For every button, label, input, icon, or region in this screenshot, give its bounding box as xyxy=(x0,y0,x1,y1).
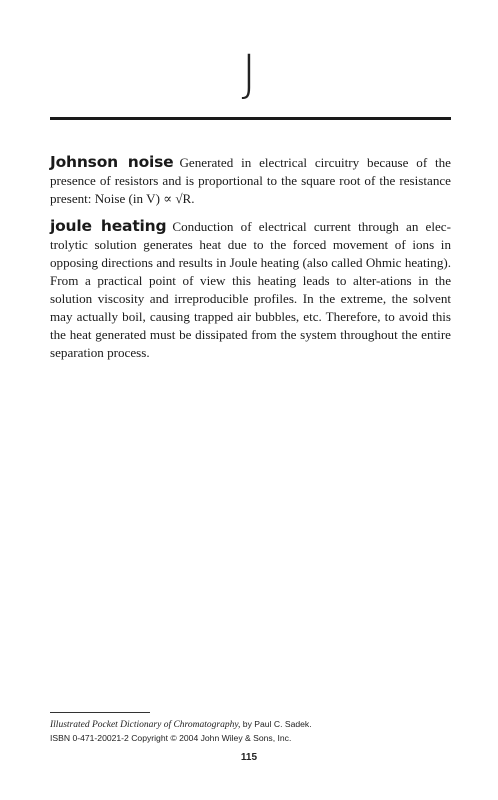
entry-term: Johnson noise xyxy=(50,153,174,171)
footnote-divider xyxy=(50,712,150,713)
entry-definition: Conduction of electrical current through an elec-trolytic solution generates heat due to the forced movement of ions in opposing directions and results in Joule heating (also called Ohmic heating). From a practical point of view this heating leads to alter-ations in the solution viscosity and irreproducible profiles. In the extreme, the solvent may actually boil, causing trapped air bubbles, etc. Therefore, to avoid this the heat generated must be dissipated from the system throughout the entire separation process. xyxy=(50,219,451,360)
book-author: by Paul C. Sadek. xyxy=(240,719,312,729)
dictionary-entry-joule-heating xyxy=(50,217,451,362)
entry-term: joule heating xyxy=(50,217,167,235)
page-number: 115 xyxy=(240,752,258,763)
chapter-heading-letter: J xyxy=(241,44,257,102)
entry-definition: Generated in electrical circuitry because of the presence of resistors and is proportional to the square root of the resistance present: Noise (in V) ∝ √R. xyxy=(50,155,451,206)
book-title: Illustrated Pocket Dictionary of Chromatography, xyxy=(50,720,241,730)
chapter-divider-rule xyxy=(50,117,451,120)
isbn-copyright-line: ISBN 0-471-20021-2 Copyright © 2004 John Wiley & Sons, Inc. xyxy=(50,733,292,743)
citation-line xyxy=(50,718,312,732)
dictionary-entries xyxy=(50,153,451,371)
copyright-footnote xyxy=(50,718,312,745)
dictionary-entry-johnson-noise xyxy=(50,153,451,208)
